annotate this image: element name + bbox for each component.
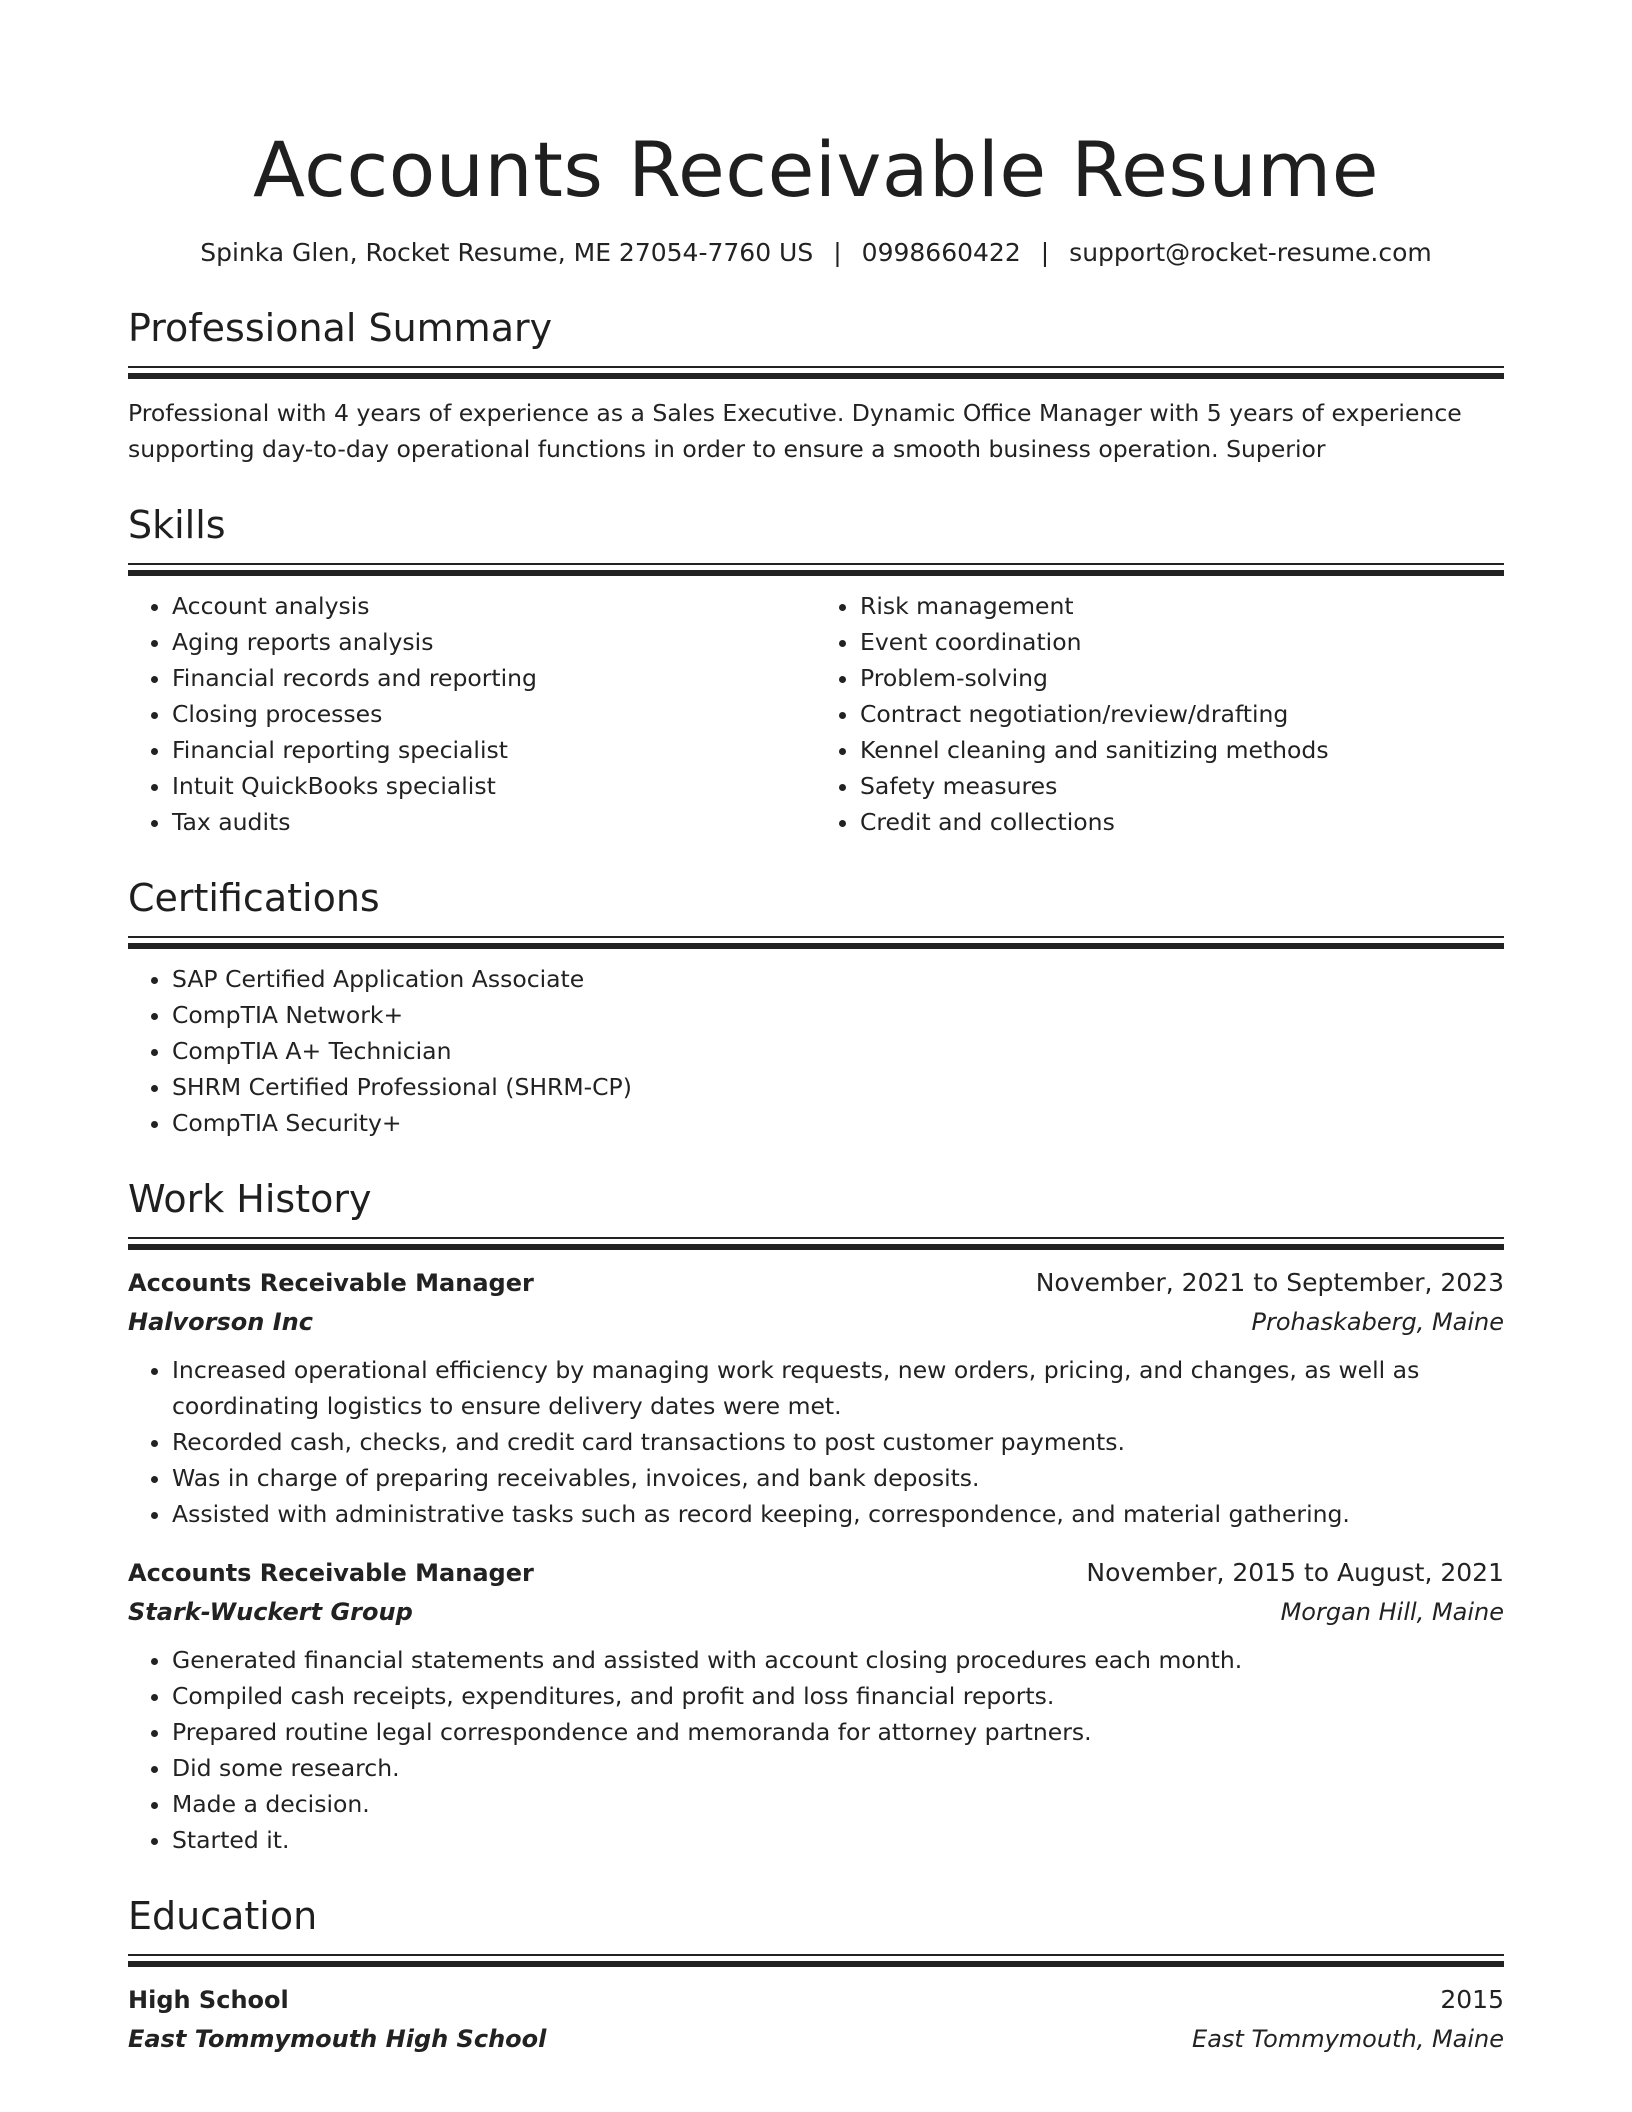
skill-item: • Problem-solving — [860, 660, 1504, 696]
contact-phone: 0998660422 — [861, 238, 1021, 267]
education-location: East Tommymouth, Maine — [1192, 2025, 1504, 2053]
job-bullet: • Assisted with administrative tasks such as record keeping, correspondence, and material gathering. — [172, 1496, 1504, 1532]
job-title: Accounts Receivable Manager — [128, 1559, 534, 1587]
job-subheader — [128, 1592, 1504, 1632]
skill-item: • Safety measures — [860, 768, 1504, 804]
certification-item: • SAP Certified Application Associate — [172, 961, 1504, 997]
job-title: Accounts Receivable Manager — [128, 1269, 534, 1297]
skill-item: • Aging reports analysis — [172, 624, 816, 660]
job-header — [128, 1264, 1504, 1302]
section-divider — [128, 1954, 1504, 1967]
skill-item: • Financial reporting specialist — [172, 732, 816, 768]
education-year: 2015 — [1440, 1985, 1504, 2014]
section-title-work-history: Work History — [128, 1177, 372, 1221]
education-degree: High School — [128, 1986, 289, 2014]
job-entry — [128, 1554, 1504, 1858]
resume-title: Accounts Receivable Resume — [253, 125, 1379, 214]
skill-item: • Event coordination — [860, 624, 1504, 660]
job-bullet: • Started it. — [172, 1822, 1504, 1858]
certifications-list — [128, 961, 1504, 1141]
job-company: Halvorson Inc — [128, 1308, 313, 1336]
skill-item: • Intuit QuickBooks specialist — [172, 768, 816, 804]
job-bullet: • Was in charge of preparing receivables, invoices, and bank deposits. — [172, 1460, 1504, 1496]
section-divider — [128, 1237, 1504, 1250]
contact-address: Spinka Glen, Rocket Resume, ME 27054-7760 US — [200, 238, 814, 267]
job-header — [128, 1554, 1504, 1592]
job-dates: November, 2015 to August, 2021 — [1086, 1558, 1504, 1587]
job-location: Morgan Hill, Maine — [1280, 1598, 1504, 1626]
job-subheader — [128, 1302, 1504, 1342]
skills-list-left — [128, 588, 816, 840]
summary-section — [128, 304, 1504, 467]
section-divider — [128, 366, 1504, 379]
contact-email: support@rocket-resume.com — [1069, 238, 1432, 267]
job-dates: November, 2021 to September, 2023 — [1035, 1268, 1504, 1297]
skills-section — [128, 501, 1504, 840]
education-header — [128, 1981, 1504, 2019]
resume-page — [128, 0, 1504, 2059]
education-subheader — [128, 2019, 1504, 2059]
contact-separator: | — [1040, 238, 1050, 267]
education-entry — [128, 1981, 1504, 2059]
contact-separator: | — [833, 238, 842, 267]
job-bullet: • Compiled cash receipts, expenditures, and profit and loss financial reports. — [172, 1678, 1504, 1714]
certification-item: • CompTIA A+ Technician — [172, 1033, 1504, 1069]
work-history-section — [128, 1175, 1504, 1858]
job-bullet: • Did some research. — [172, 1750, 1504, 1786]
section-divider — [128, 563, 1504, 576]
education-section — [128, 1892, 1504, 2059]
job-company: Stark-Wuckert Group — [128, 1598, 413, 1626]
skill-item: • Account analysis — [172, 588, 816, 624]
section-title-certifications: Certifications — [128, 876, 380, 920]
job-bullet: • Increased operational efficiency by managing work requests, new orders, pricing, and changes, as well as coordinating logistics to ensure delivery dates were met. — [172, 1352, 1504, 1424]
skill-item: • Tax audits — [172, 804, 816, 840]
education-school: East Tommymouth High School — [128, 2025, 547, 2053]
job-entry — [128, 1264, 1504, 1532]
certifications-section — [128, 874, 1504, 1141]
job-bullet: • Prepared routine legal correspondence and memoranda for attorney partners. — [172, 1714, 1504, 1750]
skill-item: • Financial records and reporting — [172, 660, 816, 696]
job-bullet: • Recorded cash, checks, and credit card transactions to post customer payments. — [172, 1424, 1504, 1460]
summary-text: Professional with 4 years of experience as a Sales Executive. Dynamic Office Manager with 5 years of experience supporting day-to-day operational functions in order to ensure a smooth business operation. Superior — [128, 399, 1462, 463]
skill-item: • Kennel cleaning and sanitizing methods — [860, 732, 1504, 768]
certification-item: • CompTIA Network+ — [172, 997, 1504, 1033]
job-bullet: • Generated financial statements and assisted with account closing procedures each month. — [172, 1642, 1504, 1678]
section-divider — [128, 936, 1504, 949]
job-bullets — [128, 1352, 1504, 1532]
job-location: Prohaskaberg, Maine — [1251, 1308, 1504, 1336]
skill-item: • Credit and collections — [860, 804, 1504, 840]
job-bullet: • Made a decision. — [172, 1786, 1504, 1822]
section-title-summary: Professional Summary — [128, 306, 553, 350]
skill-item: • Closing processes — [172, 696, 816, 732]
section-title-skills: Skills — [128, 503, 226, 547]
contact-line — [128, 236, 1504, 270]
certification-item: • SHRM Certified Professional (SHRM-CP) — [172, 1069, 1504, 1105]
job-bullets — [128, 1642, 1504, 1858]
skills-list-right — [816, 588, 1504, 840]
skill-item: • Risk management — [860, 588, 1504, 624]
skill-item: • Contract negotiation/review/drafting — [860, 696, 1504, 732]
certification-item: • CompTIA Security+ — [172, 1105, 1504, 1141]
section-title-education: Education — [128, 1894, 318, 1938]
skills-columns — [128, 588, 1504, 840]
